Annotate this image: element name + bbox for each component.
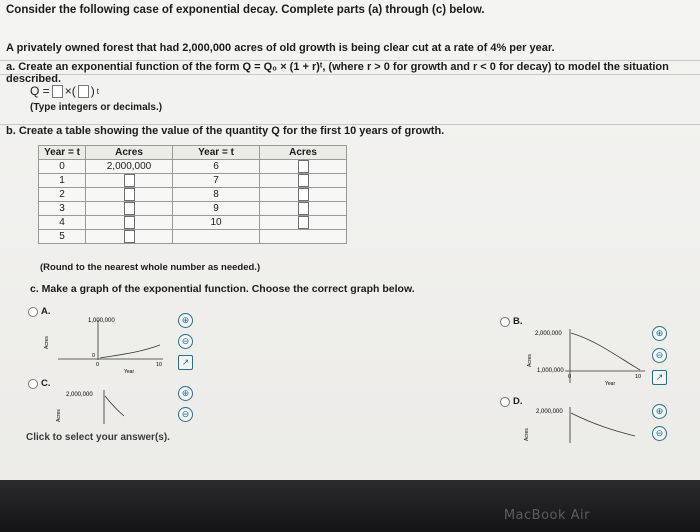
question-intro: Consider the following case of exponential decay. Complete parts (a) through (c) below. <box>6 4 485 16</box>
graph-b-y-top: 2,000,000 <box>535 331 562 337</box>
part-c-prompt: c. Make a graph of the exponential function. Choose the correct graph below. <box>30 283 415 295</box>
acres-input[interactable] <box>124 202 135 215</box>
acres-input[interactable] <box>298 202 309 215</box>
bezel-brand: MacBook Air <box>503 508 590 523</box>
table-header: Acres <box>86 146 173 160</box>
zoom-out-icon[interactable]: ⊖ <box>178 407 193 422</box>
year-cell: 9 <box>173 202 260 216</box>
answer-close: ) <box>90 84 95 98</box>
graph-c-curve <box>105 396 124 416</box>
graph-d-y-label: Acres <box>524 428 530 441</box>
q0-input[interactable] <box>52 85 63 98</box>
answer-a-row <box>30 84 99 98</box>
graph-b <box>525 325 650 390</box>
option-a-radio[interactable] <box>28 307 38 317</box>
graph-a-x-zero: 0 <box>96 362 100 368</box>
graph-b-svg <box>525 325 650 390</box>
acres-input[interactable] <box>298 216 309 229</box>
graph-b-x-end: 10 <box>635 374 642 380</box>
zoom-in-icon[interactable]: ⊕ <box>178 386 193 401</box>
year-cell: 3 <box>39 202 86 216</box>
table-header: Year = t <box>173 146 260 160</box>
answer-prefix: Q = <box>30 84 50 98</box>
acres-input[interactable] <box>124 230 135 243</box>
option-a-label: A. <box>41 306 51 317</box>
acres-input[interactable] <box>124 188 135 201</box>
answer-hint: (Type integers or decimals.) <box>30 102 163 113</box>
graph-b-curve <box>571 333 640 370</box>
graph-d-y-top: 2,000,000 <box>536 409 563 415</box>
empty-cell <box>173 230 260 244</box>
graph-a-y-label: Acres <box>44 336 50 349</box>
year-cell: 0 <box>39 160 86 174</box>
footer-hint: Click to select your answer(s). <box>26 432 170 443</box>
acres-cell <box>86 202 173 216</box>
round-note: (Round to the nearest whole number as needed.) <box>40 262 261 273</box>
zoom-in-icon[interactable]: ⊕ <box>178 313 193 328</box>
graph-a <box>38 315 168 375</box>
option-b-radio[interactable] <box>500 317 510 327</box>
year-cell: 4 <box>39 216 86 230</box>
table-row <box>39 230 347 244</box>
table-row <box>39 174 347 188</box>
acres-cell <box>86 174 173 188</box>
year-cell: 1 <box>39 174 86 188</box>
option-c-radio[interactable] <box>28 379 38 389</box>
answer-times: ×( <box>64 84 76 98</box>
table-row <box>39 202 347 216</box>
acres-cell <box>86 230 173 244</box>
growth-factor-input[interactable] <box>78 85 89 98</box>
option-d-label: D. <box>513 396 523 407</box>
year-cell: 5 <box>39 230 86 244</box>
graph-b-y-mid: 1,000,000 <box>537 368 564 374</box>
graph-a-y-tick: 1,000,000 <box>88 318 115 324</box>
question-scenario: A privately owned forest that had 2,000,000 acres of old growth is being clear cut at a rate of 4% per year. <box>6 42 555 54</box>
graph-d-svg <box>520 403 645 448</box>
option-b[interactable] <box>500 316 523 327</box>
acres-input[interactable] <box>298 188 309 201</box>
graph-c <box>38 386 168 426</box>
acres-cell <box>260 188 347 202</box>
answer-exponent: t <box>96 86 99 96</box>
acres-cell: 2,000,000 <box>86 160 173 174</box>
acres-table <box>38 145 347 244</box>
acres-input[interactable] <box>298 160 309 173</box>
table-row <box>39 216 347 230</box>
table-header: Acres <box>260 146 347 160</box>
acres-cell <box>260 160 347 174</box>
laptop-bezel <box>0 480 700 532</box>
popout-icon[interactable]: ↗ <box>652 370 667 385</box>
zoom-out-icon[interactable]: ⊖ <box>652 348 667 363</box>
graph-a-y-zero: 0 <box>92 353 96 359</box>
acres-input[interactable] <box>124 216 135 229</box>
graph-a-x-end: 10 <box>156 362 163 368</box>
table-header: Year = t <box>39 146 86 160</box>
year-cell: 2 <box>39 188 86 202</box>
graph-c-y-label: Acres <box>56 409 62 422</box>
acres-input[interactable] <box>124 174 135 187</box>
table-row <box>39 188 347 202</box>
year-cell: 10 <box>173 216 260 230</box>
graph-c-svg <box>38 386 168 426</box>
graph-b-y-label: Acres <box>527 354 533 367</box>
table-header-row <box>39 146 347 160</box>
graph-b-x-label: Year <box>605 381 616 387</box>
part-a-prompt: a. Create an exponential function of the form Q = Q₀ × (1 + r)ᵗ, (where r > 0 for growth and r < 0 for decay) to model the situation described. <box>0 60 700 75</box>
graph-d-curve <box>571 413 635 436</box>
acres-cell <box>260 216 347 230</box>
acres-input[interactable] <box>298 174 309 187</box>
zoom-in-icon[interactable]: ⊕ <box>652 326 667 341</box>
acres-cell <box>260 202 347 216</box>
graph-a-svg <box>38 315 168 375</box>
zoom-out-icon[interactable]: ⊖ <box>652 426 667 441</box>
year-cell: 8 <box>173 188 260 202</box>
acres-cell <box>260 174 347 188</box>
empty-cell <box>260 230 347 244</box>
table-row <box>39 160 347 174</box>
graph-d <box>520 403 645 448</box>
graph-b-x-zero: 0 <box>568 374 572 380</box>
graph-a-x-label: Year <box>124 369 135 375</box>
acres-cell <box>86 216 173 230</box>
zoom-out-icon[interactable]: ⊖ <box>178 334 193 349</box>
year-cell: 6 <box>173 160 260 174</box>
popout-icon[interactable]: ↗ <box>178 355 193 370</box>
option-b-label: B. <box>513 316 523 327</box>
option-c-label: C. <box>41 378 51 389</box>
acres-cell <box>86 188 173 202</box>
part-b-prompt: b. Create a table showing the value of the quantity Q for the first 10 years of growth. <box>0 124 700 139</box>
graph-a-curve <box>100 345 160 358</box>
zoom-in-icon[interactable]: ⊕ <box>652 404 667 419</box>
option-d-radio[interactable] <box>500 397 510 407</box>
graph-c-y-top: 2,000,000 <box>66 392 93 398</box>
year-cell: 7 <box>173 174 260 188</box>
